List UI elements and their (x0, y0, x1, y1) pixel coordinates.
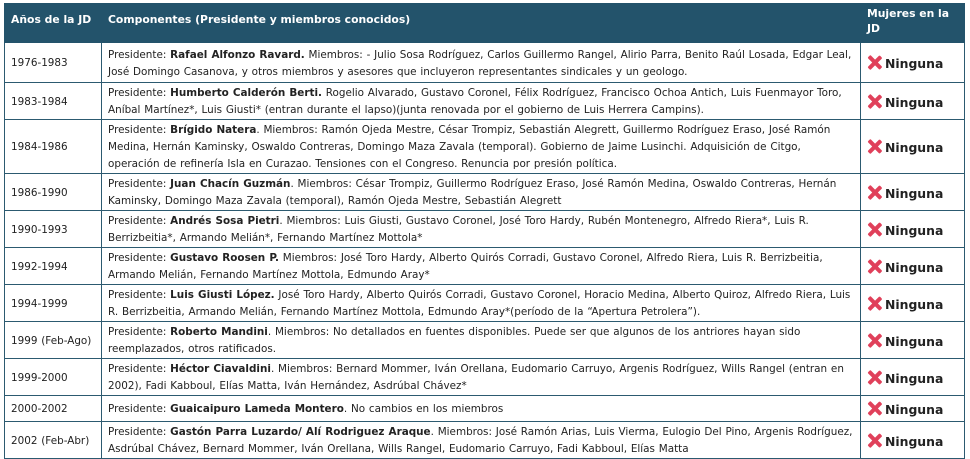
table-row (5, 174, 965, 211)
cell-components (102, 396, 861, 422)
table-header (5, 4, 965, 43)
cell-years: 1992-1994 (5, 248, 102, 285)
cross-mark-icon (867, 139, 882, 154)
president-name: Héctor Ciavaldini (170, 363, 271, 375)
president-name: Guaicaipuro Lameda Montero (170, 403, 344, 415)
president-name: Rafael Alfonzo Ravard. (170, 48, 305, 61)
header-women: Mujeres en la JD (861, 4, 965, 43)
president-prefix: Presidente: (108, 426, 171, 438)
women-value: Ninguna (885, 333, 944, 349)
president-name: Brígido Natera (170, 124, 257, 136)
women-value: Ninguna (885, 259, 944, 275)
cell-women (861, 285, 965, 322)
header-years: Años de la JD (5, 4, 102, 43)
members-text: . Miembros: César Trompiz, Guillermo Rodríguez Eraso, José Ramón Medina, Oswaldo Contreras, Hernán Kaminsky, Domingo Maza Zavala (temporal), Ramón Ojeda Mestre, Sebastián Alegrett (108, 178, 837, 207)
table-body (5, 43, 965, 459)
president-name: Gustavo Roosen P. (170, 252, 279, 264)
members-text: . Miembros: José Ramón Arias, Luis Vierma, Eulogio Del Pino, Argenis Rodríguez, Asdrúbal Chávez, Bernard Mommer, Iván Orellana, Wills Rangel, Eudomario Carruyo, Fadi Kabboul, Elías Matta (108, 426, 853, 455)
cell-women (861, 359, 965, 396)
table-row (5, 120, 965, 174)
table-row (5, 359, 965, 396)
cell-years: 1999 (Feb-Ago) (5, 322, 102, 359)
cross-mark-icon (867, 370, 882, 385)
cell-years: 1986-1990 (5, 174, 102, 211)
cell-years: 1983-1984 (5, 83, 102, 120)
cross-mark-icon (867, 433, 882, 448)
president-name: Andrés Sosa Pietri (170, 215, 280, 227)
header-row (5, 4, 965, 43)
members-text: . Miembros: Luis Giusti, Gustavo Coronel, José Toro Hardy, Rubén Montenegro, Alfredo Riera*, Luis R. Berrizbeitia*, Armando Melián*, Fernando Martínez Mottola* (108, 215, 809, 244)
cross-mark-icon (867, 222, 882, 237)
cell-years: 2000-2002 (5, 396, 102, 422)
cell-years: 1984-1986 (5, 120, 102, 174)
president-prefix: Presidente: (108, 403, 171, 415)
women-value: Ninguna (885, 222, 944, 238)
cell-components (102, 422, 861, 459)
cell-women (861, 211, 965, 248)
president-prefix: Presidente: (108, 289, 171, 301)
cell-women (861, 396, 965, 422)
cell-women (861, 83, 965, 120)
president-name: Gastón Parra Luzardo/ Alí Rodriguez Araque (170, 426, 431, 438)
women-value: Ninguna (885, 296, 944, 312)
cross-mark-icon (867, 333, 882, 348)
table-row (5, 211, 965, 248)
cell-years: 1976-1983 (5, 43, 102, 83)
president-prefix: Presidente: (108, 252, 171, 264)
president-prefix: Presidente: (108, 124, 171, 136)
cell-years: 1994-1999 (5, 285, 102, 322)
president-name: Luis Giusti López. (170, 289, 275, 301)
members-text: . Miembros: Ramón Ojeda Mestre, César Trompiz, Sebastián Alegrett, Guillermo Rodríguez Eraso, José Ramón Medina, Hernán Kaminsky, Oswaldo Contreras, Domingo Maza Zavala (temporal). Gobierno de Jaime Lusinchi. Adquisición de Citgo, operación de refinería Isla en Curazao. Tensiones con el Congreso. Renuncia por presión política. (108, 124, 831, 170)
cross-mark-icon (867, 94, 882, 109)
women-value: Ninguna (885, 56, 944, 71)
president-prefix: Presidente: (108, 48, 171, 61)
members-text: Rogelio Alvarado, Gustavo Coronel, Félix Rodríguez, Francisco Ochoa Antich, Luis Fuenmayor Toro, Aníbal Martínez*, Luis Giusti* (entran durante el lapso)(junta renovada por el gobierno de Luis Herrera Campins). (108, 87, 842, 116)
president-name: Roberto Mandini (170, 326, 268, 338)
members-text: Miembros: José Toro Hardy, Alberto Quirós Corradi, Gustavo Coronel, Alfredo Riera, Luis R. Berrizbeitia, Armando Melián, Fernando Martínez Mottola, Edmundo Aray* (108, 252, 823, 281)
cross-mark-icon (867, 401, 882, 416)
cross-mark-icon (867, 185, 882, 200)
women-value: Ninguna (885, 433, 944, 449)
members-text: Miembros: - Julio Sosa Rodríguez, Carlos Guillermo Rangel, Alirio Parra, Benito Raúl Losada, Edgar Leal, José Domingo Casanova, y otros miembros y asesores que incluyeron representantes sindicales y un geologo. (108, 48, 852, 78)
table-row (5, 322, 965, 359)
president-prefix: Presidente: (108, 215, 171, 227)
cell-components (102, 83, 861, 120)
women-value: Ninguna (885, 140, 944, 155)
cell-women (861, 248, 965, 285)
table-row (5, 285, 965, 322)
table-row (5, 422, 965, 459)
cell-components (102, 248, 861, 285)
cell-components (102, 322, 861, 359)
cell-years: 1999-2000 (5, 359, 102, 396)
members-text: . Miembros: No detallados en fuentes disponibles. Puede ser que algunos de los antriores hayan sido reemplazados, otros ratificados. (108, 326, 801, 355)
cell-components (102, 359, 861, 396)
women-value: Ninguna (885, 185, 944, 201)
president-prefix: Presidente: (108, 326, 171, 338)
cell-components (102, 285, 861, 322)
members-text: José Toro Hardy, Alberto Quirós Corradi, Gustavo Coronel, Horacio Medina, Alberto Quiroz, Alfredo Riera, Luis R. Berrizbeitia, Armando Melián, Fernando Martínez Mottola, Edmundo Aray*(período de la “Apertura Petrolera”). (108, 289, 851, 318)
cross-mark-icon (867, 259, 882, 274)
table-row (5, 248, 965, 285)
table-row (5, 43, 965, 83)
cell-components (102, 211, 861, 248)
cell-women (861, 422, 965, 459)
members-text: . Miembros: Bernard Mommer, Iván Orellana, Eudomario Carruyo, Argenis Rodríguez, Wills Rangel (entran en 2002), Fadi Kabboul, Elías Matta, Iván Hernández, Asdrúbal Chávez* (108, 363, 844, 392)
cell-women (861, 120, 965, 174)
cell-years: 1990-1993 (5, 211, 102, 248)
board-members-table (4, 3, 965, 459)
women-value: Ninguna (885, 402, 944, 417)
president-prefix: Presidente: (108, 87, 171, 99)
board-table-container (4, 3, 964, 459)
cell-components (102, 174, 861, 211)
president-name: Juan Chacín Guzmán (170, 178, 291, 190)
cell-women (861, 322, 965, 359)
president-name: Humberto Calderón Berti. (170, 87, 322, 99)
header-components: Componentes (Presidente y miembros conocidos) (102, 4, 861, 43)
cross-mark-icon (867, 55, 882, 70)
members-text: . No cambios en los miembros (343, 403, 504, 415)
cell-components (102, 120, 861, 174)
women-value: Ninguna (885, 370, 944, 386)
cross-mark-icon (867, 296, 882, 311)
women-value: Ninguna (885, 94, 944, 110)
cell-years: 2002 (Feb-Abr) (5, 422, 102, 459)
cell-women (861, 174, 965, 211)
cell-women (861, 43, 965, 83)
cell-components (102, 43, 861, 83)
president-prefix: Presidente: (108, 363, 171, 375)
table-row (5, 396, 965, 422)
table-row (5, 83, 965, 120)
president-prefix: Presidente: (108, 178, 171, 190)
